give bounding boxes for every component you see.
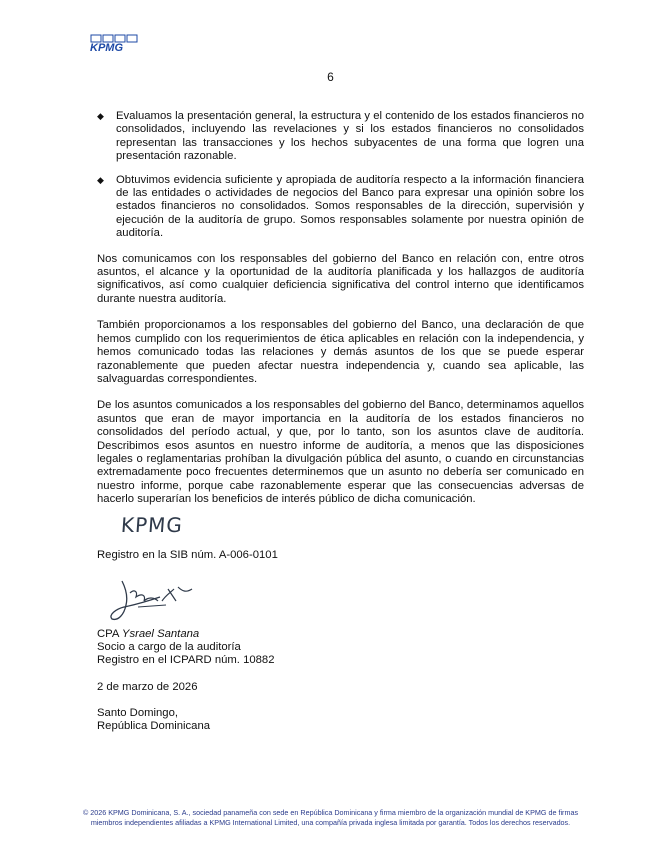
signer-registry: Registro en el ICPARD núm. 10882 (97, 654, 275, 666)
svg-text:KPMG: KPMG (120, 513, 184, 537)
list-item: ◆ Obtuvimos evidencia suficiente y apropiada de auditoría respecto a la información financiera de las entidades o actividades de negocios del Banco para expresar una opinión sobre los estados financieros no consolidados. Somos responsables de la dirección, supervisión y ejecución de la auditoría de grupo. Somos responsables solamente por nuestra opinión de auditoría. (97, 173, 584, 240)
report-date: 2 de marzo de 2026 (97, 681, 198, 693)
country: República Dominicana (97, 720, 211, 732)
report-body (97, 110, 584, 520)
signer-role: Socio a cargo de la auditoría (97, 641, 241, 653)
bullet-icon: ◆ (97, 111, 104, 121)
bullet-list (97, 110, 584, 241)
paragraph: También proporcionamos a los responsables del gobierno del Banco, una declaración de que hemos cumplido con los requerimientos de ética aplicables en relación con la independencia, y hemos comunicado todas las relaciones y demás asuntos de los que se puede esperar razonablemente que pueden afectar nuestra independencia y, cuando sea aplicable, las salvaguardas correspondientes. (97, 319, 584, 385)
signer-name: CPA Ysrael Santana (97, 628, 200, 640)
paragraph: De los asuntos comunicados a los responsables del gobierno del Banco, determinamos aquellos asuntos que eran de mayor importancia en la auditoría de los estados financieros no consolidados del período actual, y que, por lo tanto, son los asuntos clave de auditoría. Describimos esos asuntos en nuestro informe de auditoría, a menos que las disposiciones legales o reglamentarias prohíban la divulgación pública del asunto, o cuando en circunstancias extremadamente poco frecuentes determinemos que un asunto no debería ser comunicado en nuestro informe, porque cabe razonablemente esperar que las consecuencias adversas de hacerlo superarían los beneficios de interés público de dicha comunicación. (97, 399, 584, 506)
list-item: ◆ Evaluamos la presentación general, la estructura y el contenido de los estados financieros no consolidados, incluyendo las revelaciones y si los estados financieros no consolidados representan las transacciones y los hechos subyacentes de una forma que logren una presentación razonable. (97, 110, 584, 163)
city: Santo Domingo, (97, 707, 179, 719)
partner-signature (108, 575, 198, 625)
bullet-icon: ◆ (97, 174, 104, 185)
page-number: 6 (327, 70, 334, 84)
svg-text:KPMG: KPMG (90, 42, 123, 52)
legal-footer: © 2026 KPMG Dominicana, S. A., sociedad panameña con sede en República Dominicana y firma miembro de la organización mundial de KPMG de firmas miembros independientes afiliadas a KPMG International Limited, una compañía privada inglesa limitada por garantía. Todos los derechos reservados. (82, 808, 579, 827)
kpmg-handwritten-signature (120, 510, 200, 538)
registry-sib: Registro en la SIB núm. A-006-0101 (97, 549, 278, 561)
kpmg-logo (90, 34, 140, 52)
paragraph: Nos comunicamos con los responsables del gobierno del Banco en relación con, entre otros asuntos, el alcance y la oportunidad de la auditoría planificada y los hallazgos de auditoría significativos, así como cualquier deficiencia significativa del control interno que identificamos durante nuestra auditoría. (97, 252, 584, 305)
